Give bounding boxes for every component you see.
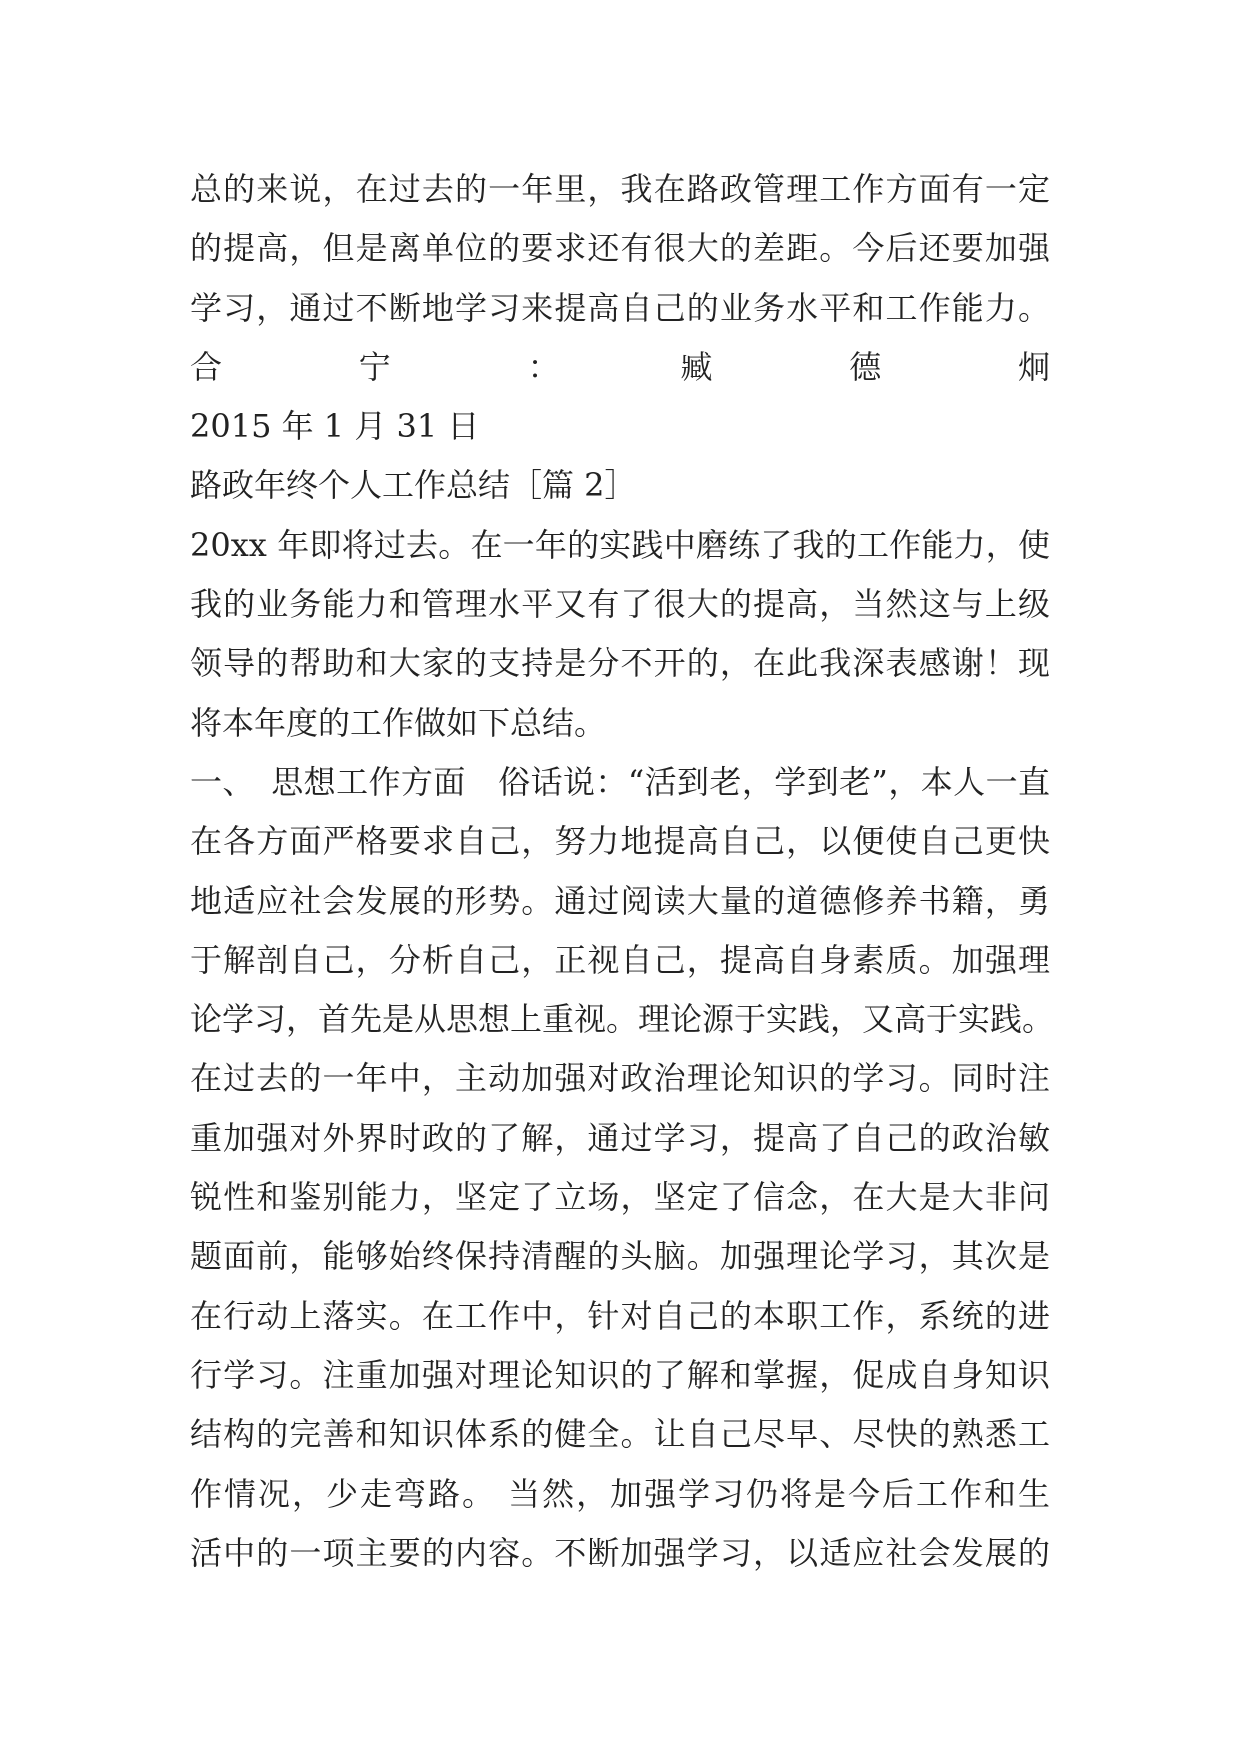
signature-line: 合 宁 ： 臧 德 炯 xyxy=(190,347,1050,386)
text-line: 的提高，但是离单位的要求还有很大的差距。今后还要加强 xyxy=(190,229,1050,268)
date-line: 2015 年 1 月 31 日 xyxy=(190,407,480,446)
text-line: 论学习，首先是从思想上重视。理论源于实践，又高于实践。 xyxy=(190,1000,1055,1039)
text-line: 在各方面严格要求自己，努力地提高自己，以便使自己更快 xyxy=(190,822,1050,861)
text-line: 将本年度的工作做如下总结。 xyxy=(190,703,607,742)
text-line: 在过去的一年中，主动加强对政治理论知识的学习。同时注 xyxy=(190,1059,1050,1098)
text-line: 题面前，能够始终保持清醒的头脑。加强理论学习，其次是 xyxy=(190,1237,1050,1276)
text-line: 行学习。注重加强对理论知识的了解和掌握，促成自身知识 xyxy=(190,1355,1050,1394)
text-line: 学习，通过不断地学习来提高自己的业务水平和工作能力。 xyxy=(190,288,1050,327)
text-line: 锐性和鉴别能力，坚定了立场，坚定了信念，在大是大非问 xyxy=(190,1178,1050,1217)
text-line: 20xx 年即将过去。在一年的实践中磨练了我的工作能力，使 xyxy=(190,525,1050,564)
text-line: 结构的完善和知识体系的健全。让自己尽早、尽快的熟悉工 xyxy=(190,1415,1050,1454)
text-line: 地适应社会发展的形势。通过阅读大量的道德修养书籍，勇 xyxy=(190,881,1050,920)
text-line: 一、 思想工作方面 俗话说：“活到老，学到老”，本人一直 xyxy=(190,762,1050,801)
text-line: 总的来说，在过去的一年里，我在路政管理工作方面有一定 xyxy=(190,170,1050,208)
text-line: 重加强对外界时政的了解，通过学习，提高了自己的政治敏 xyxy=(190,1118,1050,1157)
text-line: 作情况，少走弯路。 当然，加强学习仍将是今后工作和生 xyxy=(190,1474,1050,1513)
text-line: 活中的一项主要的内容。不断加强学习，以适应社会发展的 xyxy=(190,1533,1050,1572)
text-line: 我的业务能力和管理水平又有了很大的提高，当然这与上级 xyxy=(190,585,1050,624)
text-line: 在行动上落实。在工作中，针对自己的本职工作，系统的进 xyxy=(190,1296,1050,1335)
section-heading: 路政年终个人工作总结［篇 2］ xyxy=(190,466,637,505)
text-line: 领导的帮助和大家的支持是分不开的，在此我深表感谢！现 xyxy=(190,644,1050,683)
text-line: 于解剖自己，分析自己，正视自己，提高自身素质。加强理 xyxy=(190,940,1050,979)
document-body xyxy=(190,160,1055,1583)
